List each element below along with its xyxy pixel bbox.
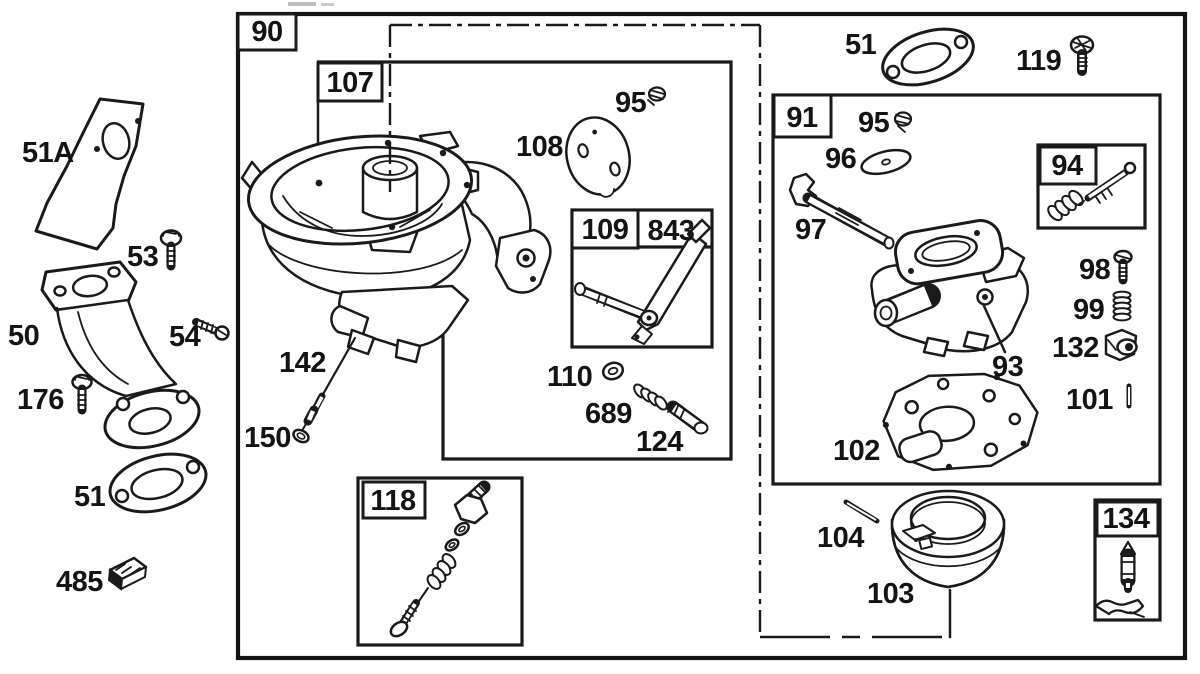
group-label-109: 109 xyxy=(581,214,629,246)
part-102-diaphragm-plate-art xyxy=(880,369,1041,475)
callout-119: 119 xyxy=(1016,45,1062,77)
callout-110: 110 xyxy=(547,361,593,393)
part-132-nut-art xyxy=(1106,330,1137,360)
part-150-oring-art xyxy=(291,427,310,444)
callout-96: 96 xyxy=(825,143,857,175)
callout-104: 104 xyxy=(817,522,864,554)
part-689-spring-art xyxy=(632,382,669,411)
part-134-float-valve-art xyxy=(1096,542,1144,617)
callout-98: 98 xyxy=(1079,254,1111,286)
group-label-843: 843 xyxy=(647,215,695,247)
callout-103: 103 xyxy=(867,578,914,610)
part-95-screw-center-art xyxy=(648,88,665,106)
callout-101: 101 xyxy=(1066,384,1113,416)
callout-97: 97 xyxy=(795,214,827,246)
part-119-bolt-art xyxy=(1071,37,1093,72)
part-51-gasket-left-art xyxy=(104,445,212,521)
part-53-bolt-art xyxy=(161,231,181,267)
callout-124: 124 xyxy=(636,426,683,458)
part-176-bolt-art xyxy=(73,375,92,410)
part-104-pin-art xyxy=(846,502,877,521)
callout-102: 102 xyxy=(833,435,880,467)
group-label-118: 118 xyxy=(370,485,416,517)
callout-95-right: 95 xyxy=(858,107,890,139)
part-51-gasket-top-art xyxy=(876,19,981,96)
callout-485: 485 xyxy=(56,566,103,598)
part-110-washer-art xyxy=(601,360,625,381)
part-95-screw-right-art xyxy=(895,113,911,133)
group-label-134: 134 xyxy=(1102,503,1150,535)
part-51a-heat-shield-art xyxy=(36,99,143,249)
part-91-carburetor-upper-body-art xyxy=(871,217,1027,356)
callout-50: 50 xyxy=(8,320,40,352)
group-label-94: 94 xyxy=(1051,150,1083,182)
callout-142: 142 xyxy=(279,347,326,379)
callout-108: 108 xyxy=(516,131,563,163)
group-label-90: 90 xyxy=(251,16,283,48)
part-107-carburetor-body-art xyxy=(242,126,550,362)
part-54-screw-art xyxy=(196,319,229,340)
part-108-choke-plate-art xyxy=(558,110,640,209)
part-103-float-bowl-art xyxy=(892,491,1004,587)
callout-132: 132 xyxy=(1052,332,1099,364)
group-label-107: 107 xyxy=(326,67,374,99)
callout-51a: 51A xyxy=(22,137,74,169)
callout-54: 54 xyxy=(169,321,201,353)
callout-51-left: 51 xyxy=(74,481,106,513)
callout-53: 53 xyxy=(127,241,159,273)
callout-689: 689 xyxy=(585,398,632,430)
callout-176: 176 xyxy=(17,384,64,416)
callout-150: 150 xyxy=(244,422,291,454)
callout-51-top: 51 xyxy=(845,29,877,61)
callout-95-center: 95 xyxy=(615,87,647,119)
callout-99: 99 xyxy=(1073,294,1105,326)
part-96-washer-art xyxy=(859,146,913,178)
scan-smudge xyxy=(288,2,334,6)
part-98-screw-art xyxy=(1115,251,1132,280)
group-label-91: 91 xyxy=(786,102,818,134)
part-50-intake-elbow-art xyxy=(42,262,205,457)
callout-93: 93 xyxy=(992,351,1024,383)
part-485-terminal-art xyxy=(109,558,146,589)
part-99-spring-art xyxy=(1114,292,1131,321)
